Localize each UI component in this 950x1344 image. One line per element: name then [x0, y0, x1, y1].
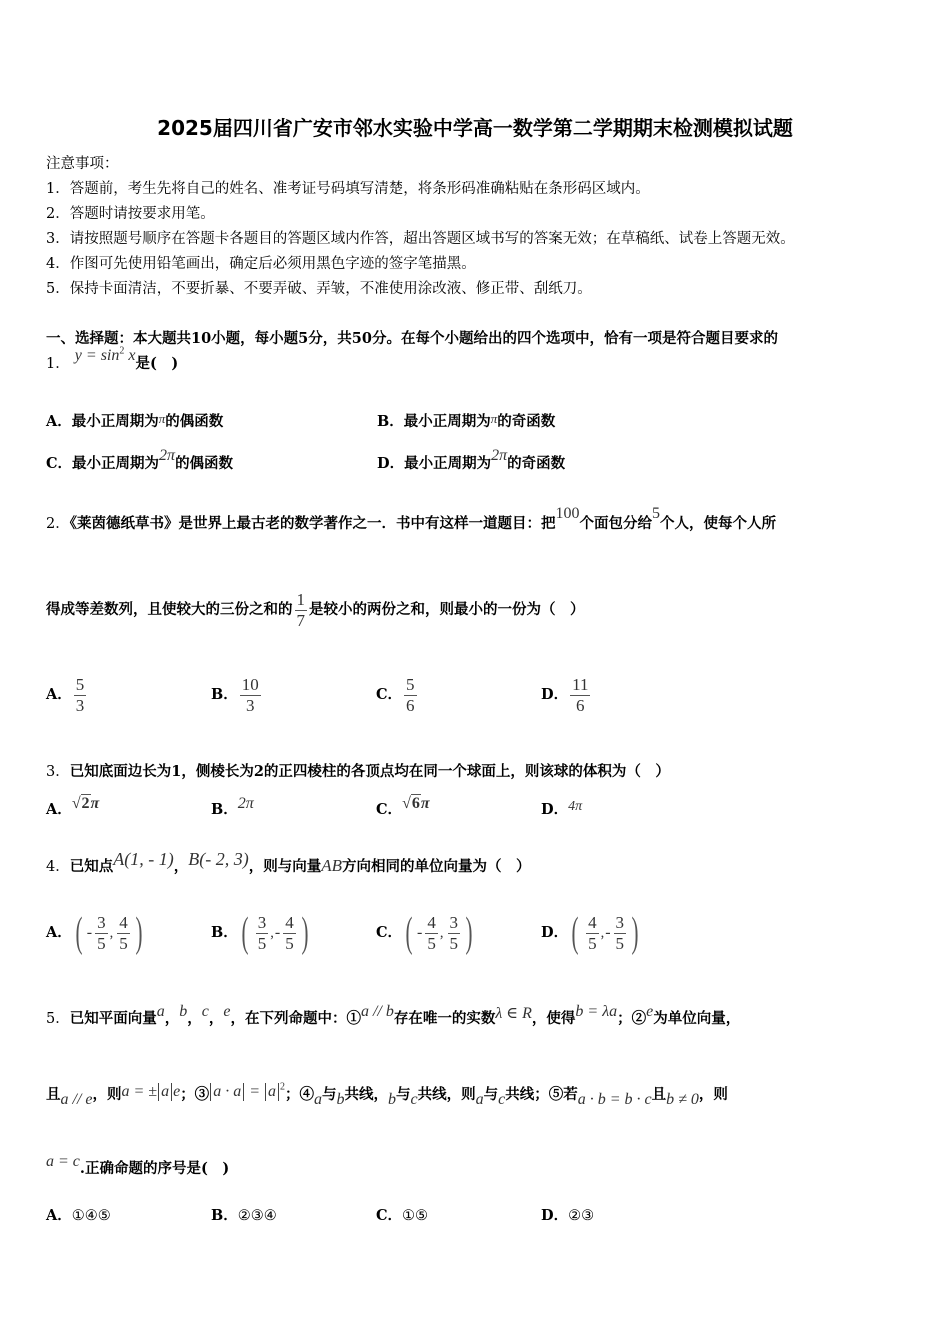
section-heading: 一、选择题：本大题共10小题，每小题5分，共50分。在每个小题给出的四个选项中，恰有一项是符合题目要求的	[46, 330, 778, 347]
question-3: 3．已知底面边长为1，侧棱长为2的正四棱柱的各顶点均在同一个球面上，则该球的体积为（ ）	[46, 763, 670, 780]
q1-number: 1．	[46, 356, 70, 372]
q2-number-5: 5	[651, 505, 660, 522]
q2-option-a[interactable]: A． $\frac{5}{3}$	[46, 675, 85, 715]
note-item-2: 2．答题时请按要求用笔。	[46, 206, 215, 222]
question-2-line-2: 得成等差数列，且使较大的三份之和的 $\frac{1}{7}$ 是较小的两份之和，则最小的一份为（ ）	[46, 590, 585, 630]
q4-option-a[interactable]: A． ( - $\frac{3}{5}$ , $\frac{4}{5}$ )	[46, 910, 143, 956]
question-2-line-1: 2．《莱茵德纸草书》是世界上最古老的数学著作之一．书中有这样一道题目：把100个面包分给5个人，使每个人所	[46, 505, 776, 532]
q1-option-d[interactable]: D．最小正周期为2π的奇函数	[377, 447, 566, 472]
q4-option-c[interactable]: C． ( - $\frac{4}{5}$ , $\frac{3}{5}$ )	[376, 910, 473, 956]
question-4: 4．已知点A(1, - 1)，B(- 2, 3)，则与向量AB方向相同的单位向量为（ ）	[46, 849, 531, 875]
q1-stem: 是( )	[135, 355, 179, 372]
q4-option-d[interactable]: D． ( $\frac{4}{5}$ , - $\frac{3}{5}$ )	[541, 910, 639, 956]
q1-option-b[interactable]: B．最小正周期为π的奇函数	[377, 411, 556, 430]
q5-option-b[interactable]: B．②③④	[211, 1207, 277, 1224]
q4-point-b: B(- 2, 3)	[188, 849, 249, 869]
q1-option-c[interactable]: C．最小正周期为2π的偶函数	[46, 447, 234, 472]
question-5-line-1: 5．已知平面向量a，b，c，e，在下列命题中：①a // b存在唯一的实数λ ∈ R，使得b = λa；②e为单位向量，	[46, 1003, 741, 1027]
q2-number-100: 100	[555, 505, 580, 522]
q4-point-a: A(1, - 1)	[113, 849, 174, 869]
q3-option-a[interactable]: A．√2π	[46, 795, 100, 818]
notes-heading: 注意事项：	[46, 156, 119, 172]
q3-option-b[interactable]: B．2π	[211, 795, 254, 818]
q4-option-b[interactable]: B． ( $\frac{3}{5}$ , - $\frac{4}{5}$ )	[211, 910, 309, 956]
question-5-line-2: 且a // e，则a = ± a e；③ a · a = a $^2$；④a与b共线，b与c共线，则a与c共线；⑤若a · b = b · c且b ≠ 0，则	[46, 1081, 728, 1108]
q3-option-c[interactable]: C．√6π	[376, 795, 430, 818]
q2-option-b[interactable]: B． $\frac{10}{3}$	[211, 675, 259, 715]
q5-option-a[interactable]: A．①④⑤	[46, 1207, 111, 1224]
note-item-3: 3．请按照题号顺序在答题卡各题目的答题区域内作答，超出答题区域书写的答案无效；在草稿纸、试卷上答题无效。	[46, 231, 795, 247]
q2-fraction: $\frac{1}{7}$	[296, 590, 305, 630]
q1-formula: $y = \sin^2 x$	[74, 345, 136, 364]
note-item-5: 5．保持卡面清洁，不要折暴、不要弄破、弄皱，不准使用涂改液、修正带、刮纸刀。	[46, 281, 592, 297]
q2-option-d[interactable]: D． $\frac{11}{6}$	[541, 675, 589, 715]
q3-option-d[interactable]: D．4π	[541, 799, 583, 818]
page-title: 2025届四川省广安市邻水实验中学高一数学第二学期期末检测模拟试题	[157, 116, 793, 140]
question-1	[46, 345, 179, 373]
q4-vector-ab: AB	[321, 856, 342, 875]
q5-option-c[interactable]: C．①⑤	[376, 1207, 429, 1224]
q5-option-d[interactable]: D．②③	[541, 1207, 595, 1224]
q1-option-a[interactable]: A．最小正周期为π的偶函数	[46, 411, 224, 430]
note-item-1: 1．答题前，考生先将自己的姓名、准考证号码填写清楚，将条形码准确粘贴在条形码区域内。	[46, 181, 650, 197]
note-item-4: 4．作图可先使用铅笔画出，确定后必须用黑色字迹的签字笔描黑。	[46, 256, 476, 272]
q2-option-c[interactable]: C． $\frac{5}{6}$	[376, 675, 415, 715]
question-5-line-3: a = c.正确命题的序号是( )	[46, 1153, 230, 1177]
